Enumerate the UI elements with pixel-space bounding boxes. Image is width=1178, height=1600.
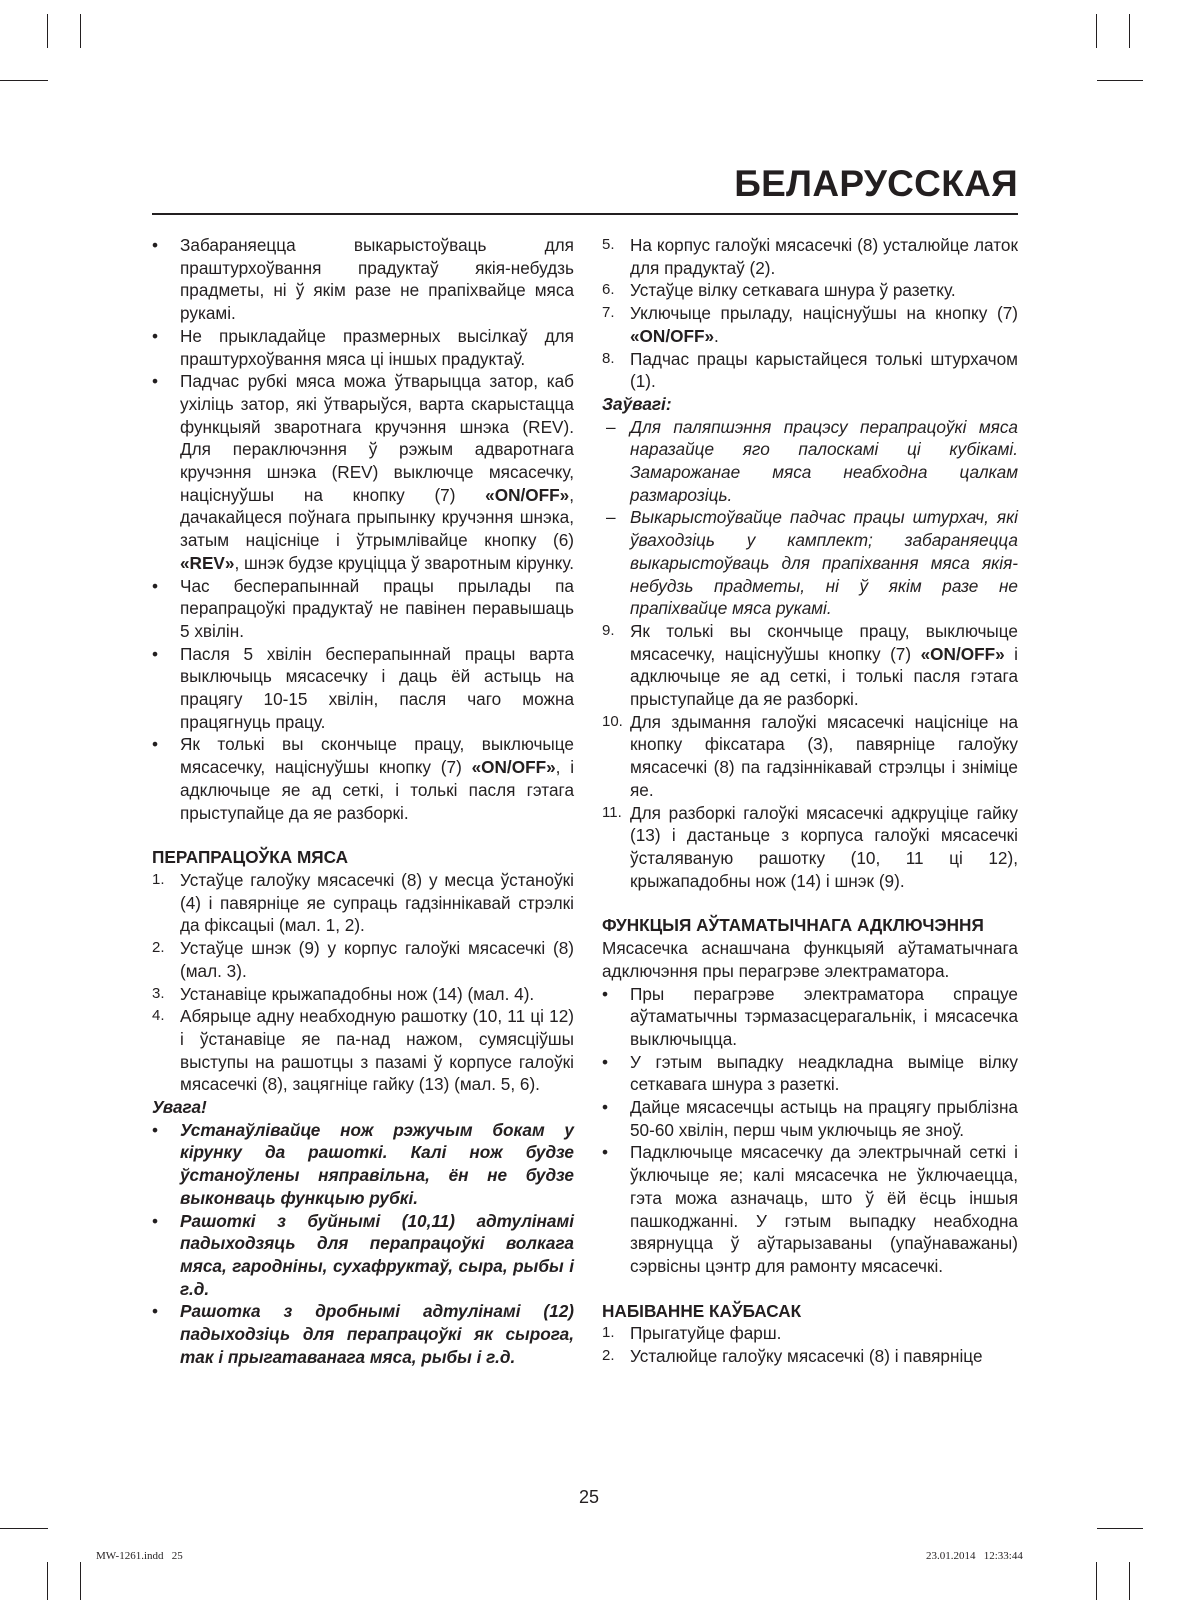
bullet-marker: • (152, 575, 159, 596)
dash-marker: – (606, 507, 616, 528)
item-text (630, 303, 1018, 346)
text-run: Не прыкладайце празмерных высілкаў для праштурхоўвання мяса ці іншых прадуктаў. (180, 325, 574, 369)
numbered-step (602, 302, 1018, 347)
text-run: Устанаўлівайце нож рэжучым бокам у кірунку да рашоткі. Калі нож будзе ўстаноўлены няправільна, ён не будзе выконваць функцыю рубкі. (180, 1119, 574, 1208)
text-run: Забараняецца выкарыстоўваць для праштурхоўвання прадуктаў якія-небудзь прадметы, ні ў якім разе не прапіхвайце мяса рукамі. (180, 235, 574, 324)
text-run: «ON/OFF» (920, 643, 1005, 664)
step-number: 7. (602, 304, 615, 322)
paragraph (602, 393, 1018, 416)
text-run: «ON/OFF» (630, 325, 715, 346)
crop-mark (1129, 14, 1130, 48)
file-slug: MW-1261.indd 25 (96, 1550, 183, 1562)
paragraph (602, 937, 1018, 982)
step-number: 2. (152, 939, 165, 957)
text-run: Устаўце шнэк (9) у корпус галоўкі мясасечкі (8) (мал. 3). (180, 938, 574, 981)
bullet-item (152, 1210, 574, 1301)
text-run: Усталюйце галоўку мясасечкі (8) і павярніце (630, 1346, 983, 1367)
crop-mark (1129, 1562, 1130, 1600)
item-text (180, 1120, 574, 1208)
bullet-item (152, 733, 574, 824)
crop-mark (80, 14, 81, 48)
bullet-marker: • (602, 1051, 609, 1072)
bullet-item (152, 325, 574, 370)
item-text (180, 1006, 574, 1094)
item-text (180, 576, 574, 641)
step-number: 11. (602, 803, 622, 821)
language-header: БЕЛАРУССКАЯ (734, 163, 1018, 204)
text-run: Выкарыстоўвайце падчас працы штурхач, які ўваходзіць у камплект; забараняецца выкарыстоўваць для прапіхвання мяса якія-небудзь прадметы, ні ў якім разе не прапіхвайце мяса рукамі. (630, 507, 1018, 619)
bullet-item (152, 643, 574, 734)
bullet-marker: • (152, 643, 159, 664)
step-number: 3. (152, 984, 165, 1002)
text-run: Падключыце мясасечку да электрычнай сеткі і ўключыце яе; калі мясасечка не ўключаецца, гэта можа азначаць, што ў ёй ёсць іншыя пашкоджанні. У гэтым выпадку неабходна звярнуцца ў аўтарызаваны (упаўнаважаны) сэрвісны цэнтр для рамонту мясасечкі. (630, 1142, 1018, 1276)
text-run: Мясасечка аснашчана функцыяй аўтаматычнага адключэння пры перагрэве электраматора. (602, 938, 1018, 981)
item-text (180, 938, 574, 981)
text-run: Як толькі вы скончыце працу, выключыце мясасечку, націснуўшы кнопку (7) (180, 734, 574, 778)
text-run: «ON/OFF» (485, 484, 570, 505)
numbered-step (152, 1005, 574, 1096)
crop-mark (80, 1562, 81, 1600)
text-run: Пры перагрэве электраматора спрацуе аўтаматычны тэрмазасцерагальнік, і мясасечка выключыцца. (630, 983, 1018, 1049)
bullet-item (602, 1141, 1018, 1277)
bullet-marker: • (602, 1097, 609, 1118)
text-run: Для здымання галоўкі мясасечкі націсніце на кнопку фіксатара (3), павярніце галоўку мясасечкі (8) па гадзіннікавай стрэлцы і зніміце яе. (630, 711, 1018, 800)
right-column (602, 234, 1018, 1368)
text-run: ПЕРАПРАЦОЎКА МЯСА (152, 847, 349, 868)
crop-mark (0, 80, 48, 81)
section-gap (602, 892, 1018, 914)
item-text (630, 1142, 1018, 1276)
section-gap (602, 1278, 1018, 1300)
bullet-marker: • (602, 983, 609, 1004)
note-item (602, 506, 1018, 620)
item-text (180, 984, 534, 1004)
text-run: «ON/OFF» (471, 757, 556, 778)
item-text (180, 1211, 574, 1299)
text-run: Абярыце адну неабходную рашотку (10, 11 ці 12) і ўстанавіце яе па-над нажом, сумясціўшы выступы на рашотцы з пазамі ў корпусе галоўкі мясасечкі (8), зацягніце гайку (13) (мал. 5, 6). (180, 1006, 574, 1095)
text-run: , дачакайцеся поўнага прыпынку кручэння шнэка, затым націсніце і ўтрымлівайце кнопку (6) (180, 484, 574, 551)
text-run: Пасля 5 хвілін бесперапыннай працы варта выключыць мясасечку і даць ёй астыць на працягу 10-15 хвілін, пасля чаго можна працягнуць працу. (180, 643, 574, 732)
item-text (180, 235, 574, 323)
text-run: Устаўце вілку сеткавага шнура ў разетку. (630, 280, 956, 301)
item-text (180, 734, 574, 822)
text-run: , і адключыце яе ад сеткі, і толькі пасля гэтага прыступайце да яе разборкі. (180, 757, 575, 823)
paragraph (152, 1096, 574, 1119)
crop-mark (47, 1562, 48, 1600)
step-number: 10. (602, 712, 623, 730)
bullet-marker: • (152, 235, 159, 255)
text-run: Дайце мясасечцы астыць на працягу прыблізна 50-60 хвілін, перш чым уключыць яе зноў. (630, 1097, 1018, 1140)
header-rule (152, 213, 1018, 215)
item-text (180, 326, 574, 369)
item-text (630, 349, 1018, 392)
section-heading (602, 914, 1018, 937)
item-text (180, 870, 574, 935)
item-text (630, 507, 1018, 618)
crop-mark (1097, 80, 1143, 81)
text-run: Уключыце прыладу, націснуўшы на кнопку (7) (630, 303, 1018, 324)
item-text (180, 644, 574, 732)
text-run: Як толькі вы скончыце працу, выключыце мясасечку, націснуўшы кнопку (7) (630, 620, 1018, 664)
step-number: 1. (152, 870, 165, 888)
crop-mark (1097, 1528, 1143, 1529)
bullet-marker: • (152, 1119, 159, 1140)
bullet-item (152, 370, 574, 574)
step-number: 5. (602, 236, 615, 253)
text-run: Рашотка з дробнымі адтулінамі (12) падыходзіць для перапрацоўкі як сырога, так і прыгатаванага мяса, рыбы і г.д. (180, 1301, 574, 1367)
text-run: Падчас працы карыстайцеся толькі штурхачом (1). (630, 348, 1018, 392)
text-run: Заўвагі: (602, 393, 672, 414)
numbered-step (152, 983, 574, 1006)
numbered-step (602, 234, 1018, 279)
numbered-step (602, 1322, 1018, 1345)
bullet-item (152, 575, 574, 643)
step-number: 4. (152, 1007, 165, 1025)
item-text (630, 1097, 1018, 1140)
item-text (180, 1301, 574, 1366)
numbered-step (602, 802, 1018, 893)
step-number: 9. (602, 621, 615, 639)
bullet-item (602, 983, 1018, 1051)
text-run: Устанавіце крыжападобны нож (14) (мал. 4). (180, 983, 535, 1004)
text-run: НАБІВАННЕ КАЎБАСАК (602, 1300, 802, 1321)
item-text (630, 280, 956, 300)
text-run: Прыгатуйце фарш. (630, 1323, 782, 1344)
numbered-step (602, 279, 1018, 302)
text-run: Устаўце галоўку мясасечкі (8) у месца ўстаноўкі (4) і павярніце яе супраць гадзіннікавай стрэлкі да фіксацыі (мал. 1, 2). (180, 869, 574, 936)
bullet-marker: • (152, 371, 159, 392)
text-run: ФУНКЦЫЯ АЎТАМАТЫЧНАГА АДКЛЮЧЭННЯ (602, 915, 984, 936)
note-item (602, 416, 1018, 507)
bullet-marker: • (152, 1301, 159, 1322)
item-text (630, 984, 1018, 1049)
page-number: 25 (578, 1487, 600, 1507)
crop-mark (1096, 1562, 1097, 1600)
text-run: У гэтым выпадку неадкладна выміце вілку сеткавага шнура з разеткі. (630, 1051, 1018, 1095)
section-heading (602, 1300, 1018, 1323)
text-run: Падчас рубкі мяса можа ўтварыцца затор, каб ухіліць затор, які ўтварыўся, варта скарыстацца функцыяй зваротнага кручэння шнэка (REV). Для пераключэння ў рэжым адваротнага кручэння шнэка (REV) выключце мясасечку, націснуўшы на кнопку (7) (180, 371, 574, 505)
item-text (630, 1323, 781, 1343)
bullet-item (152, 234, 574, 325)
section-gap (152, 824, 574, 846)
bullet-marker: • (152, 1210, 159, 1231)
left-column (152, 234, 574, 1368)
bullet-item (152, 1119, 574, 1210)
numbered-step (602, 711, 1018, 802)
item-text (630, 417, 1018, 505)
item-text (630, 621, 1018, 709)
item-text (630, 803, 1018, 891)
date-slug: 23.01.2014 12:33:44 (926, 1550, 1023, 1562)
text-run: Для разборкі галоўкі мясасечкі адкруціце гайку (13) і дастаньце з корпуса галоўкі мясасечкі ўсталяваную рашотку (10, 11 ці 12), крыжападобны нож (14) і шнэк (9). (630, 802, 1018, 891)
crop-mark (0, 1528, 48, 1529)
bullet-marker: • (152, 325, 159, 346)
step-number: 1. (602, 1324, 615, 1342)
text-run: Рашоткі з буйнымі (10,11) адтулінамі падыходзяць для перапрацоўкі волкага мяса, гародніны, сухафруктаў, сыра, рыбы і г.д. (180, 1210, 574, 1299)
item-text (630, 712, 1018, 800)
numbered-step (602, 348, 1018, 393)
numbered-step (152, 869, 574, 937)
text-run: На корпус галоўкі мясасечкі (8) усталюйце латок для прадуктаў (2). (630, 235, 1018, 278)
item-text (630, 235, 1018, 278)
dash-marker: – (606, 416, 616, 437)
item-text (630, 1052, 1018, 1095)
item-text (180, 371, 574, 573)
bullet-marker: • (152, 734, 159, 755)
step-number: 8. (602, 349, 615, 367)
text-run: і адключыце яе ад сеткі, і толькі пасля гэтага прыступайце да яе разборкі. (630, 643, 1019, 710)
crop-mark (47, 14, 48, 48)
step-number: 2. (602, 1347, 615, 1365)
numbered-step (602, 1345, 1018, 1368)
text-run: Увага! (152, 1097, 207, 1118)
bullet-marker: • (602, 1142, 609, 1163)
text-run: . (714, 325, 719, 346)
section-heading (152, 846, 574, 869)
bullet-item (602, 1096, 1018, 1141)
text-run: Час бесперапыннай працы прылады па перапрацоўкі прадуктаў не павінен перавышаць 5 хвілін. (180, 575, 574, 641)
step-number: 6. (602, 281, 615, 299)
text-run: , шнэк будзе круціцца ў зваротным кірунку. (234, 552, 575, 573)
bullet-item (602, 1051, 1018, 1096)
numbered-step (602, 620, 1018, 711)
numbered-step (152, 937, 574, 982)
crop-mark (1096, 14, 1097, 48)
bullet-item (152, 1300, 574, 1368)
text-run: Для паляпшэння працэсу перапрацоўкі мяса наразайце яго палоскамі ці кубікамі. Замарожанае мяса неабходна цалкам размарозіць. (630, 416, 1018, 505)
item-text (630, 1346, 983, 1366)
text-run: «REV» (180, 552, 235, 573)
